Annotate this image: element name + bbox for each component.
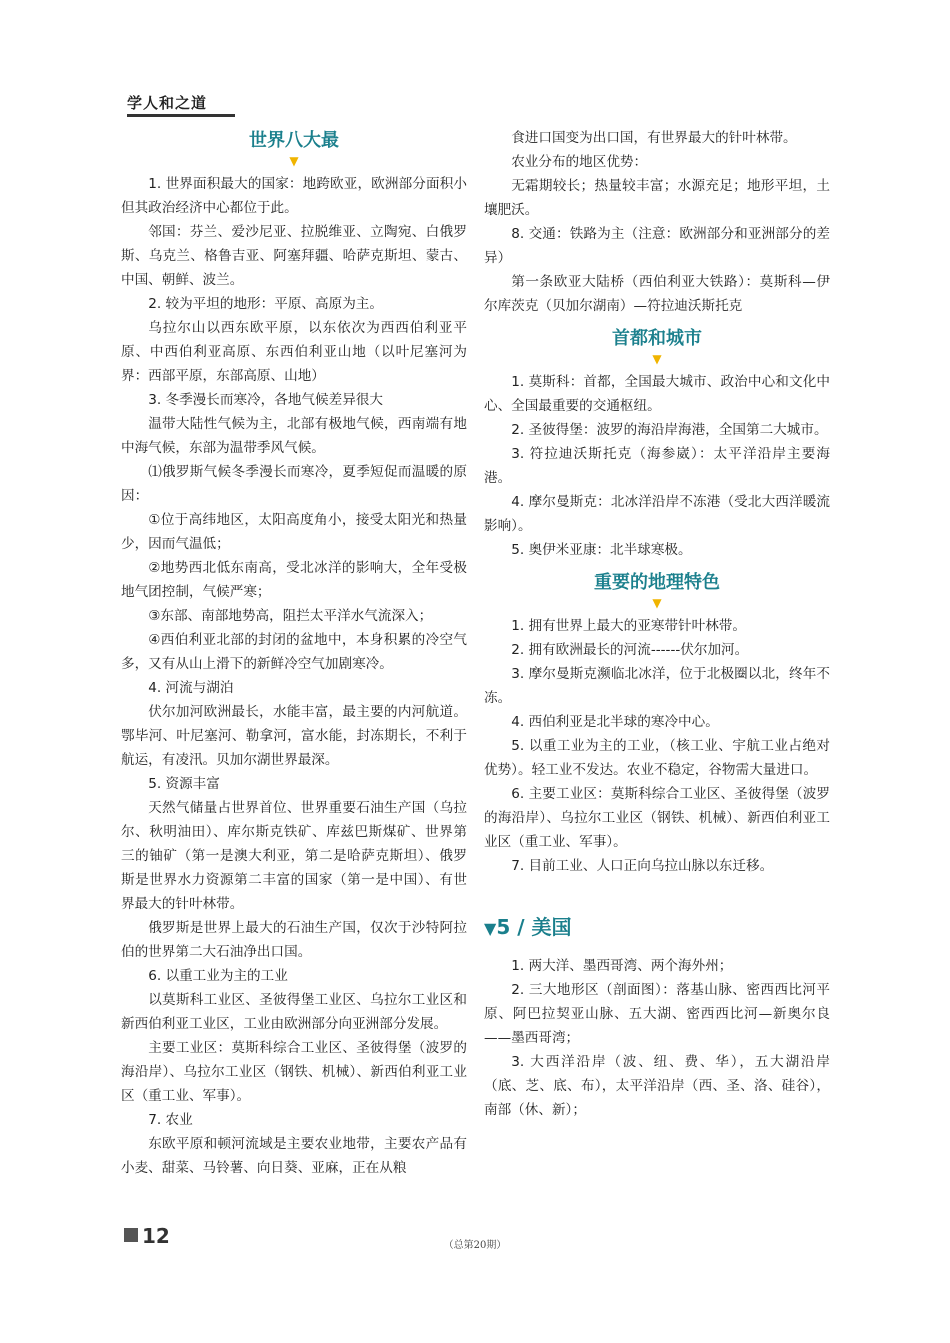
section-title: 世界八大最	[249, 130, 339, 151]
paragraph: 农业分布的地区优势：	[511, 154, 648, 170]
paragraph: 天然气储量占世界首位、世界重要石油生产国（乌拉尔、秋明油田）、库尔斯克铁矿、库兹巴斯煤矿、世界第三的铀矿（第一是澳大利亚，第二是哈萨克斯坦）、俄罗斯是世界水力资源第二丰富的国家（第一是中国）、有世界最大的针叶林带。	[121, 800, 467, 912]
list-item: 3. 符拉迪沃斯托克（海参崴）：太平洋沿岸主要海港。	[484, 446, 830, 486]
list-item: 4. 西伯利亚是北半球的寒冷中心。	[511, 714, 719, 730]
magazine-header: 学人和之道	[127, 94, 208, 112]
features-list	[484, 614, 830, 878]
cities-list	[484, 370, 830, 562]
paragraph: 2. 较为平坦的地形：平原、高原为主。	[148, 296, 383, 312]
paragraph: 第一条欧亚大陆桥（西伯利亚大铁路）：莫斯科—伊尔库茨克（贝加尔湖南）—符拉迪沃斯托克	[484, 274, 830, 314]
paragraph: 伏尔加河欧洲最长，水能丰富，最主要的内河航道。鄂毕河、叶尼塞河、勒拿河，富水能，封冻期长，不利于航运，有凌汛。贝加尔湖世界最深。	[121, 704, 467, 768]
list-item: 2. 三大地形区（剖面图）：落基山脉、密西西比河平原、阿巴拉契亚山脉、五大湖、密西西比河—新奥尔良——墨西哥湾；	[484, 982, 830, 1046]
paragraph: 8. 交通：铁路为主（注意：欧洲部分和亚洲部分的差异）	[484, 226, 830, 266]
paragraph: ②地势西北低东南高，受北冰洋的影响大，全年受极地气团控制，气候严寒；	[121, 560, 467, 600]
paragraph: 温带大陆性气候为主，北部有极地气候，西南端有地中海气候，东部为温带季风气候。	[121, 416, 467, 456]
left-column	[121, 126, 467, 1180]
paragraph: 3. 冬季漫长而寒冷，各地气候差异很大	[148, 392, 383, 408]
page-number-text: 12	[142, 1224, 170, 1248]
paragraph: 4. 河流与湖泊	[148, 680, 234, 696]
list-item: 1. 两大洋、墨西哥湾、两个海外州；	[511, 958, 733, 974]
list-item: 4. 摩尔曼斯克：北冰洋沿岸不冻港（受北大西洋暖流影响）。	[484, 494, 830, 534]
chapter-title-text: 5 / 美国	[496, 915, 572, 939]
paragraph: 5. 资源丰富	[148, 776, 220, 792]
triangle-down-icon: ▼	[652, 352, 662, 366]
paragraph: 乌拉尔山以西东欧平原，以东依次为西西伯利亚平原、中西伯利亚高原、东西伯利亚山地（以叶尼塞河为界：西部平原，东部高原、山地）	[121, 320, 467, 384]
paragraph: 邻国：芬兰、爱沙尼亚、拉脱维亚、立陶宛、白俄罗斯、乌克兰、格鲁吉亚、阿塞拜疆、哈萨克斯坦、蒙古、中国、朝鲜、波兰。	[121, 224, 467, 288]
paragraph: 7. 农业	[148, 1112, 193, 1128]
list-item: 7. 目前工业、人口正向乌拉山脉以东迁移。	[511, 858, 774, 874]
list-item: 2. 圣彼得堡：波罗的海沿岸海港，全国第二大城市。	[511, 422, 828, 438]
issue-footer: （总第20期）	[443, 1240, 507, 1251]
list-item: 6. 主要工业区：莫斯科综合工业区、圣彼得堡（波罗的海沿岸）、乌拉尔工业区（钢铁、机械）、新西伯利亚工业区（重工业、军事）。	[484, 786, 830, 850]
triangle-down-icon: ▼	[652, 596, 662, 610]
paragraph: 无霜期较长；热量较丰富；水源充足；地形平坦，土壤肥沃。	[484, 178, 830, 218]
paragraph: 主要工业区：莫斯科综合工业区、圣彼得堡（波罗的海沿岸）、乌拉尔工业区（钢铁、机械）、新西伯利亚工业区（重工业、军事）。	[121, 1040, 467, 1104]
paragraph: ④西伯利亚北部的封闭的盆地中，本身积累的冷空气多，又有从山上滑下的新鲜冷空气加剧寒冷。	[121, 632, 467, 672]
list-item: 1. 拥有世界上最大的亚寒带针叶林带。	[511, 618, 746, 634]
paragraph: 食进口国变为出口国，有世界最大的针叶林带。	[511, 130, 797, 146]
list-item: 3. 大西洋沿岸（波、纽、费、华），五大湖沿岸（底、芝、底、布），太平洋沿岸（西、圣、洛、硅谷），南部（休、新）；	[484, 1054, 830, 1118]
paragraph: 1. 世界面积最大的国家：地跨欧亚，欧洲部分面积小但其政治经济中心都位于此。	[121, 176, 467, 216]
paragraph: 俄罗斯是世界上最大的石油生产国，仅次于沙特阿拉伯的世界第二大石油净出口国。	[121, 920, 467, 960]
right-column	[484, 126, 830, 1122]
header-rule	[127, 114, 235, 117]
paragraph: 以莫斯科工业区、圣彼得堡工业区、乌拉尔工业区和新西伯利亚工业区，工业由欧洲部分向亚洲部分发展。	[121, 992, 467, 1032]
section-title: 重要的地理特色	[594, 572, 720, 593]
paragraph: 东欧平原和顿河流域是主要农业地带，主要农产品有小麦、甜菜、马铃薯、向日葵、亚麻，正在从粮	[121, 1136, 467, 1176]
triangle-down-icon: ▼	[289, 154, 299, 168]
section-title: 首都和城市	[612, 328, 702, 349]
list-item: 3. 摩尔曼斯克濒临北冰洋，位于北极圈以北，终年不冻。	[484, 666, 830, 706]
paragraph: ③东部、南部地势高，阻拦太平洋水气流深入；	[148, 608, 433, 624]
triangle-down-icon: ▼	[484, 919, 497, 938]
paragraph: ①位于高纬地区，太阳高度角小，接受太阳光和热量少，因而气温低；	[121, 512, 467, 552]
paragraph: ⑴俄罗斯气候冬季漫长而寒冷，夏季短促而温暖的原因：	[121, 464, 467, 504]
list-item: 2. 拥有欧洲最长的河流------伏尔加河。	[511, 642, 749, 658]
right-intro-paragraphs	[484, 126, 830, 318]
paragraph: 6. 以重工业为主的工业	[148, 968, 288, 984]
chapter-title	[484, 912, 830, 944]
list-item: 5. 奥伊米亚康：北半球寒极。	[511, 542, 692, 558]
left-paragraphs	[121, 172, 467, 1180]
usa-list	[484, 954, 830, 1122]
list-item: 1. 莫斯科：首都，全国最大城市、政治中心和文化中心、全国最重要的交通枢纽。	[484, 374, 830, 414]
list-item: 5. 以重工业为主的工业，（核工业、宇航工业占绝对优势）。轻工业不发达。农业不稳定，谷物需大量进口。	[484, 738, 830, 778]
